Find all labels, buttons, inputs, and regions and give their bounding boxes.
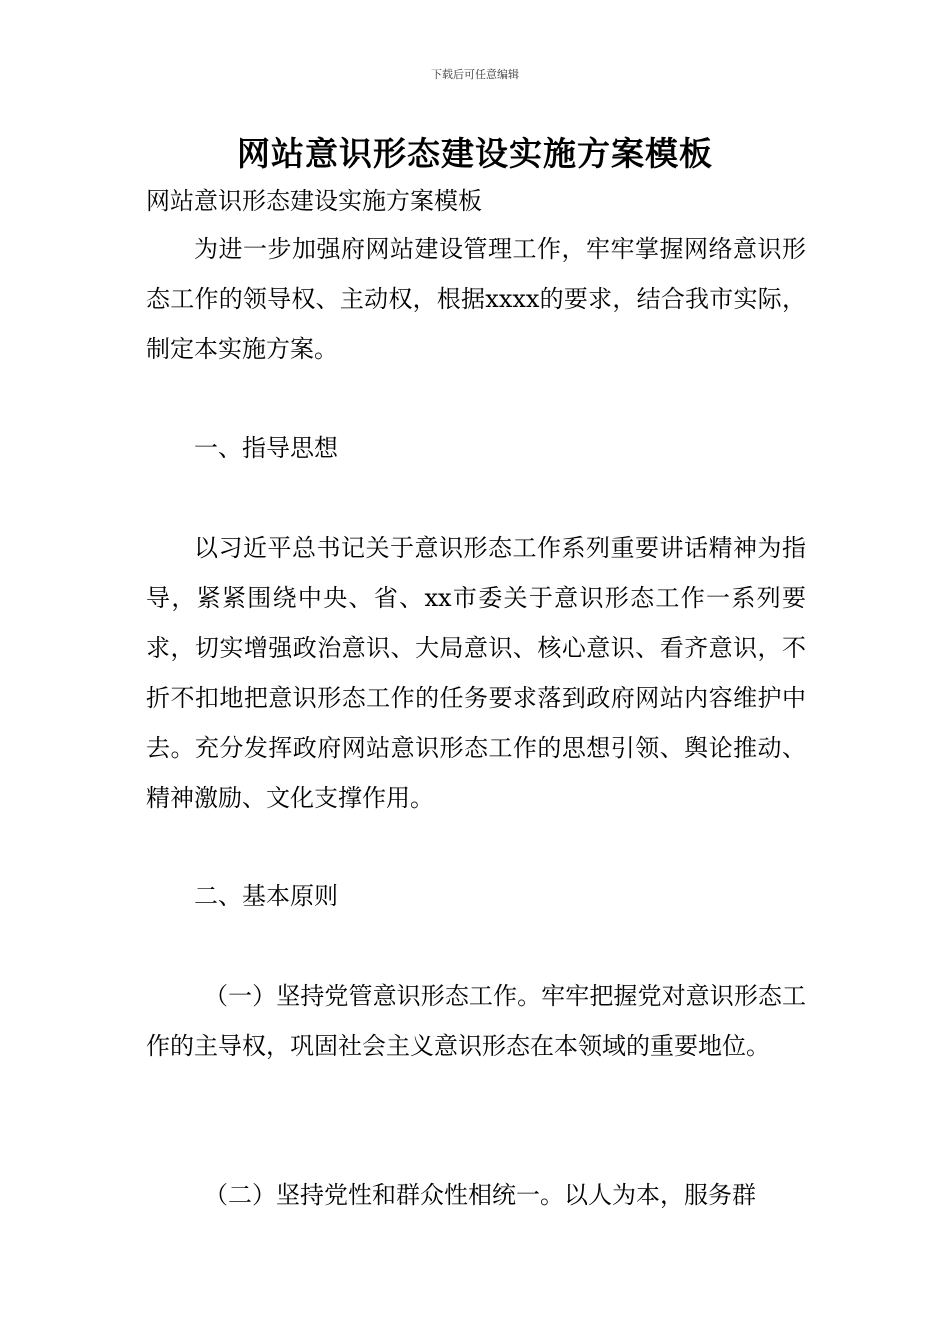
principle-one-paragraph: （一）坚持党管意识形态工作。牢牢把握党对意识形态工作的主导权，巩固社会主义意识形态在本领域的重要地位。 — [146, 982, 806, 1060]
header-note: 下载后可任意编辑 — [431, 68, 519, 81]
section-heading-guiding-ideology: 一、指导思想 — [194, 434, 338, 462]
document-subtitle: 网站意识形态建设实施方案模板 — [146, 187, 482, 215]
principle-two-paragraph: （二）坚持党性和群众性相统一。以人为本，服务群 — [204, 1181, 756, 1209]
intro-paragraph: 为进一步加强府网站建设管理工作，牢牢掌握网络意识形态工作的领导权、主动权，根据xxxx的要求，结合我市实际，制定本实施方案。 — [146, 235, 806, 363]
section-heading-basic-principles: 二、基本原则 — [194, 882, 338, 910]
document-title: 网站意识形态建设实施方案模板 — [237, 134, 713, 173]
guiding-ideology-paragraph: 以习近平总书记关于意识形态工作系列重要讲话精神为指导，紧紧围绕中央、省、xx市委关于意识形态工作一系列要求，切实增强政治意识、大局意识、核心意识、看齐意识，不折不扣地把意识形态工作的任务要求落到政府网站内容维护中去。充分发挥政府网站意识形态工作的思想引领、舆论推动、精神激励、文化支撑作用。 — [146, 534, 806, 812]
